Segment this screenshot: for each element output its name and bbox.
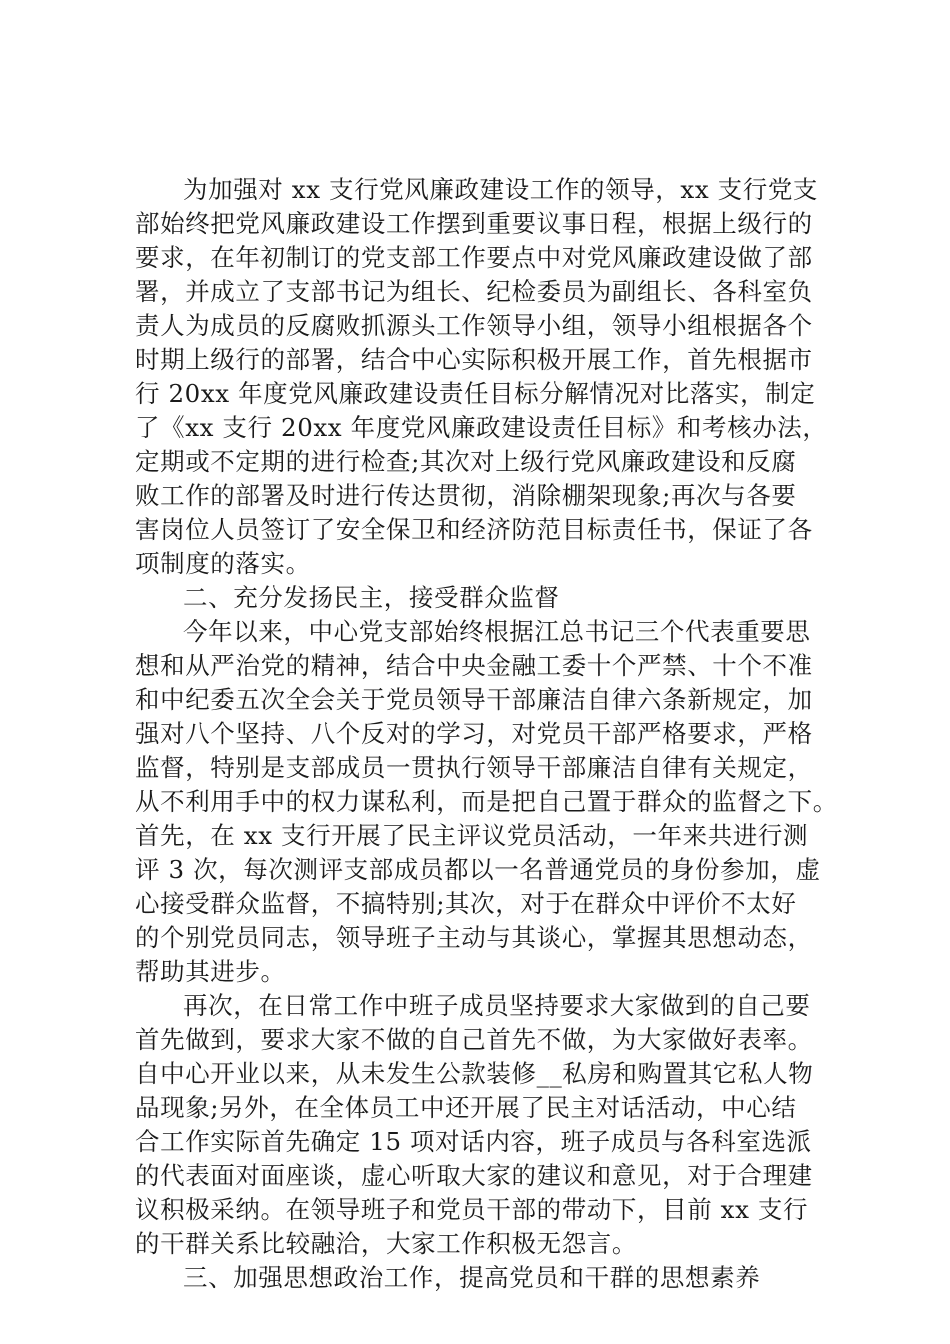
- text-line: 自中心开业以来，从未发生公款装修__私房和购置其它私人物: [135, 1059, 814, 1088]
- section-heading-2: 二、充分发扬民主，接受群众监督: [183, 583, 560, 612]
- text-line: 首先做到，要求大家不做的自己首先不做，为大家做好表率。: [135, 1025, 813, 1054]
- text-line: 署，并成立了支部书记为组长、纪检委员为副组长、各科室负: [135, 277, 813, 306]
- text-line: 再次，在日常工作中班子成员坚持要求大家做到的自己要: [183, 991, 811, 1020]
- text-line: 败工作的部署及时进行传达贯彻，消除棚架现象;再次与各要: [135, 481, 797, 510]
- text-line: 害岗位人员签订了安全保卫和经济防范目标责任书，保证了各: [135, 515, 813, 544]
- text-line: 行 20xx 年度党风廉政建设责任目标分解情况对比落实，制定: [135, 379, 816, 408]
- text-line: 品现象;另外，在全体员工中还开展了民主对话活动，中心结: [135, 1093, 797, 1122]
- text-line: 议积极采纳。在领导班子和党员干部的带动下，目前 xx 支行: [135, 1195, 809, 1224]
- text-line: 强对八个坚持、八个反对的学习，对党员干部严格要求，严格: [135, 719, 813, 748]
- paragraph-democracy: [135, 615, 838, 989]
- text-line: 责人为成员的反腐败抓源头工作领导小组，领导小组根据各个: [135, 311, 813, 340]
- text-line: 部始终把党风廉政建设工作摆到重要议事日程，根据上级行的: [135, 209, 813, 238]
- text-line: 的干群关系比较融洽，大家工作积极无怨言。: [135, 1229, 637, 1258]
- section-heading-3: 三、加强思想政治工作，提高党员和干群的思想素养: [183, 1263, 761, 1292]
- text-line: 监督，特别是支部成员一贯执行领导干部廉洁自律有关规定，: [135, 753, 813, 782]
- document-body: [135, 173, 838, 1295]
- text-line: 为加强对 xx 支行党风廉政建设工作的领导，xx 支行党支: [183, 175, 819, 204]
- text-line: 今年以来，中心党支部始终根据江总书记三个代表重要思: [183, 617, 811, 646]
- text-line: 从不利用手中的权力谋私利，而是把自己置于群众的监督之下。: [135, 787, 838, 816]
- paragraph-leadership: [135, 173, 835, 581]
- text-line: 的代表面对面座谈，虚心听取大家的建议和意见，对于合理建: [135, 1161, 813, 1190]
- text-line: 和中纪委五次全会关于党员领导干部廉洁自律六条新规定，加: [135, 685, 813, 714]
- text-line: 要求，在年初制订的党支部工作要点中对党风廉政建设做了部: [135, 243, 813, 272]
- text-line: 了《xx 支行 20xx 年度党风廉政建设责任目标》和考核办法，: [135, 413, 828, 442]
- text-line: 帮助其进步。: [135, 957, 286, 986]
- text-line: 定期或不定期的进行检查;其次对上级行党风廉政建设和反腐: [135, 447, 797, 476]
- text-line: 的个别党员同志，领导班子主动与其谈心，掌握其思想动态，: [135, 923, 813, 952]
- text-line: 合工作实际首先确定 15 项对话内容，班子成员与各科室选派: [135, 1127, 812, 1156]
- text-line: 首先，在 xx 支行开展了民主评议党员活动，一年来共进行测: [135, 821, 809, 850]
- text-line: 想和从严治党的精神，结合中央金融工委十个严禁、十个不准: [135, 651, 813, 680]
- text-line: 评 3 次，每次测评支部成员都以一名普通党员的身份参加，虚: [135, 855, 821, 884]
- text-line: 心接受群众监督，不搞特别;其次，对于在群众中评价不太好: [135, 889, 797, 918]
- paragraph-example: [135, 989, 835, 1261]
- text-line: 时期上级行的部署，结合中心实际积极开展工作，首先根据市: [135, 345, 813, 374]
- text-line: 项制度的落实。: [135, 549, 311, 578]
